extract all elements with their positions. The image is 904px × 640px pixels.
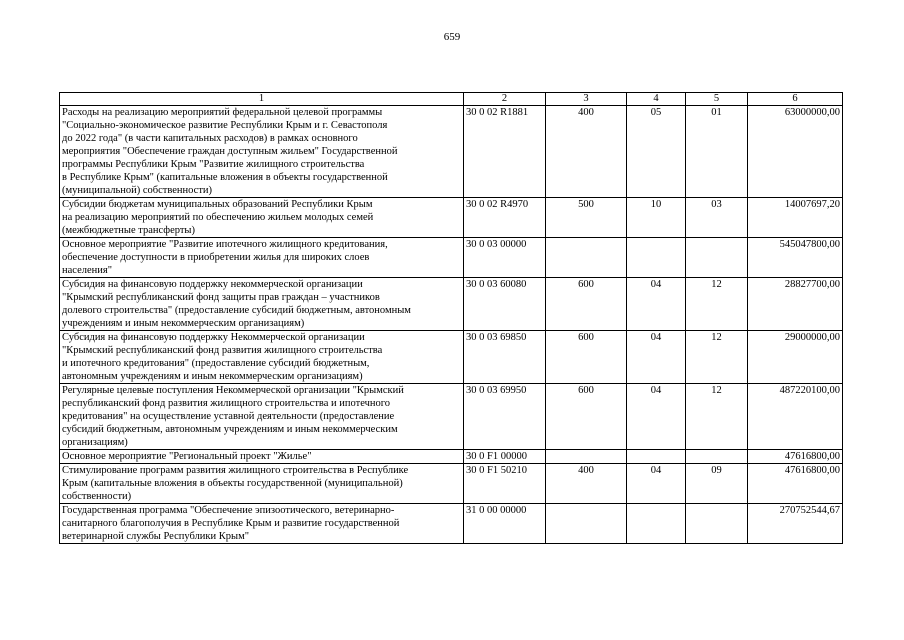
row-amount-cell: 270752544,67 xyxy=(748,504,843,544)
row-column-3-cell xyxy=(546,504,627,544)
row-column-3-cell: 500 xyxy=(546,198,627,238)
row-name-cell xyxy=(60,384,464,450)
row-name-line: "Крымский республиканский фонд защиты прав граждан – участников xyxy=(62,292,380,303)
table-row xyxy=(60,331,843,384)
table-row xyxy=(60,106,843,198)
column-header-1: 1 xyxy=(60,93,464,106)
row-name-line: Стимулирование программ развития жилищного строительства в Республике xyxy=(62,465,409,476)
row-name-line: собственности) xyxy=(62,491,132,502)
row-amount-cell: 47616800,00 xyxy=(748,464,843,504)
row-name-line: и ипотечного кредитования" (предоставление субсидий бюджетным, xyxy=(62,358,370,369)
row-name-cell xyxy=(60,238,464,278)
header-row xyxy=(60,93,843,106)
row-amount-cell: 545047800,00 xyxy=(748,238,843,278)
row-name-cell xyxy=(60,464,464,504)
row-name-cell xyxy=(60,450,464,464)
row-column-3-cell: 400 xyxy=(546,106,627,198)
row-code-cell: 30 0 03 60080 xyxy=(464,278,546,331)
row-column-5-cell xyxy=(686,238,748,278)
table-row xyxy=(60,504,843,544)
row-name-line: Субсидия на финансовую поддержку Некоммерческой организации xyxy=(62,332,365,343)
table-row xyxy=(60,238,843,278)
row-name-line: Основное мероприятие "Региональный проект "Жилье" xyxy=(62,451,312,462)
row-name-line: автономным учреждениям и иным некоммерческим организациям) xyxy=(62,371,363,382)
row-name-cell xyxy=(60,331,464,384)
row-name-cell xyxy=(60,198,464,238)
table-row xyxy=(60,464,843,504)
row-column-3-cell: 400 xyxy=(546,464,627,504)
row-name-line: обеспечение доступности в приобретении жилья для широких слоев xyxy=(62,252,370,263)
row-name-line: (муниципальной) собственности) xyxy=(62,185,213,196)
row-column-3-cell: 600 xyxy=(546,278,627,331)
row-code-cell: 30 0 03 69950 xyxy=(464,384,546,450)
row-code-cell: 30 0 F1 00000 xyxy=(464,450,546,464)
row-column-3-cell: 600 xyxy=(546,331,627,384)
table-body xyxy=(60,106,843,544)
row-name-line: Государственная программа "Обеспечение эпизоотического, ветеринарно- xyxy=(62,505,395,516)
row-column-5-cell: 09 xyxy=(686,464,748,504)
row-code-cell: 30 0 02 R1881 xyxy=(464,106,546,198)
row-column-4-cell xyxy=(627,450,686,464)
row-name-line: до 2022 года" (в части капитальных расходов) в рамках основного xyxy=(62,133,358,144)
column-header-4: 4 xyxy=(627,93,686,106)
row-column-4-cell xyxy=(627,238,686,278)
row-code-cell: 30 0 F1 50210 xyxy=(464,464,546,504)
row-name-line: программы Республики Крым "Развитие жилищного строительства xyxy=(62,159,365,170)
row-column-4-cell: 04 xyxy=(627,384,686,450)
table-row xyxy=(60,384,843,450)
row-code-cell: 30 0 03 00000 xyxy=(464,238,546,278)
row-name-line: "Социально-экономическое развитие Республики Крым и г. Севастополя xyxy=(62,120,388,131)
row-name-cell xyxy=(60,278,464,331)
column-header-5: 5 xyxy=(686,93,748,106)
table-row xyxy=(60,450,843,464)
row-name-line: учреждениям и иным некоммерческим организациям) xyxy=(62,318,305,329)
row-amount-cell: 63000000,00 xyxy=(748,106,843,198)
row-name-line: республиканский фонд развития жилищного строительства и ипотечного xyxy=(62,398,391,409)
row-column-5-cell xyxy=(686,504,748,544)
row-column-3-cell xyxy=(546,450,627,464)
row-column-5-cell: 12 xyxy=(686,331,748,384)
row-name-line: населения" xyxy=(62,265,112,276)
row-code-cell: 30 0 03 69850 xyxy=(464,331,546,384)
row-name-line: ветеринарной службы Республики Крым" xyxy=(62,531,250,542)
row-name-line: кредитования" на осуществление уставной деятельности (предоставление xyxy=(62,411,395,422)
row-name-line: Регулярные целевые поступления Некоммерческой организации "Крымский xyxy=(62,385,404,396)
row-name-cell xyxy=(60,106,464,198)
row-amount-cell: 14007697,20 xyxy=(748,198,843,238)
row-name-cell xyxy=(60,504,464,544)
row-name-line: (межбюджетные трансферты) xyxy=(62,225,195,236)
budget-table xyxy=(59,92,843,544)
row-name-line: организациям) xyxy=(62,437,128,448)
row-amount-cell: 28827700,00 xyxy=(748,278,843,331)
row-column-5-cell: 01 xyxy=(686,106,748,198)
row-code-cell: 31 0 00 00000 xyxy=(464,504,546,544)
row-name-line: "Крымский республиканский фонд развития жилищного строительства xyxy=(62,345,383,356)
row-code-cell: 30 0 02 R4970 xyxy=(464,198,546,238)
row-column-5-cell: 12 xyxy=(686,278,748,331)
row-column-5-cell: 03 xyxy=(686,198,748,238)
table-row xyxy=(60,198,843,238)
table-row xyxy=(60,278,843,331)
row-column-5-cell xyxy=(686,450,748,464)
row-amount-cell: 29000000,00 xyxy=(748,331,843,384)
page-number: 659 xyxy=(443,31,461,43)
row-column-4-cell: 10 xyxy=(627,198,686,238)
row-name-line: санитарного благополучия в Республике Крым и развитие государственной xyxy=(62,518,400,529)
row-name-line: на реализацию мероприятий по обеспечению жильем молодых семей xyxy=(62,212,374,223)
row-name-line: Субсидия на финансовую поддержку некоммерческой организации xyxy=(62,279,363,290)
row-amount-cell: 47616800,00 xyxy=(748,450,843,464)
row-column-4-cell: 04 xyxy=(627,464,686,504)
row-name-line: субсидий бюджетным, автономным учреждениям и иным некоммерческим xyxy=(62,424,398,435)
column-header-2: 2 xyxy=(464,93,546,106)
row-column-4-cell: 05 xyxy=(627,106,686,198)
row-column-3-cell xyxy=(546,238,627,278)
row-name-line: Крым (капитальные вложения в объекты государственной (муниципальной) xyxy=(62,478,403,489)
row-name-line: Расходы на реализацию мероприятий федеральной целевой программы xyxy=(62,107,383,118)
row-column-4-cell: 04 xyxy=(627,278,686,331)
column-header-3: 3 xyxy=(546,93,627,106)
row-column-4-cell xyxy=(627,504,686,544)
row-name-line: в Республике Крым" (капитальные вложения в объекты государственной xyxy=(62,172,388,183)
row-name-line: Основное мероприятие "Развитие ипотечного жилищного кредитования, xyxy=(62,239,388,250)
row-amount-cell: 487220100,00 xyxy=(748,384,843,450)
row-column-5-cell: 12 xyxy=(686,384,748,450)
row-column-4-cell: 04 xyxy=(627,331,686,384)
row-column-3-cell: 600 xyxy=(546,384,627,450)
row-name-line: Субсидии бюджетам муниципальных образований Республики Крым xyxy=(62,199,373,210)
row-name-line: долевого строительства" (предоставление субсидий бюджетным, автономным xyxy=(62,305,411,316)
row-name-line: мероприятия "Обеспечение граждан доступным жильем" Государственной xyxy=(62,146,398,157)
column-header-6: 6 xyxy=(748,93,843,106)
